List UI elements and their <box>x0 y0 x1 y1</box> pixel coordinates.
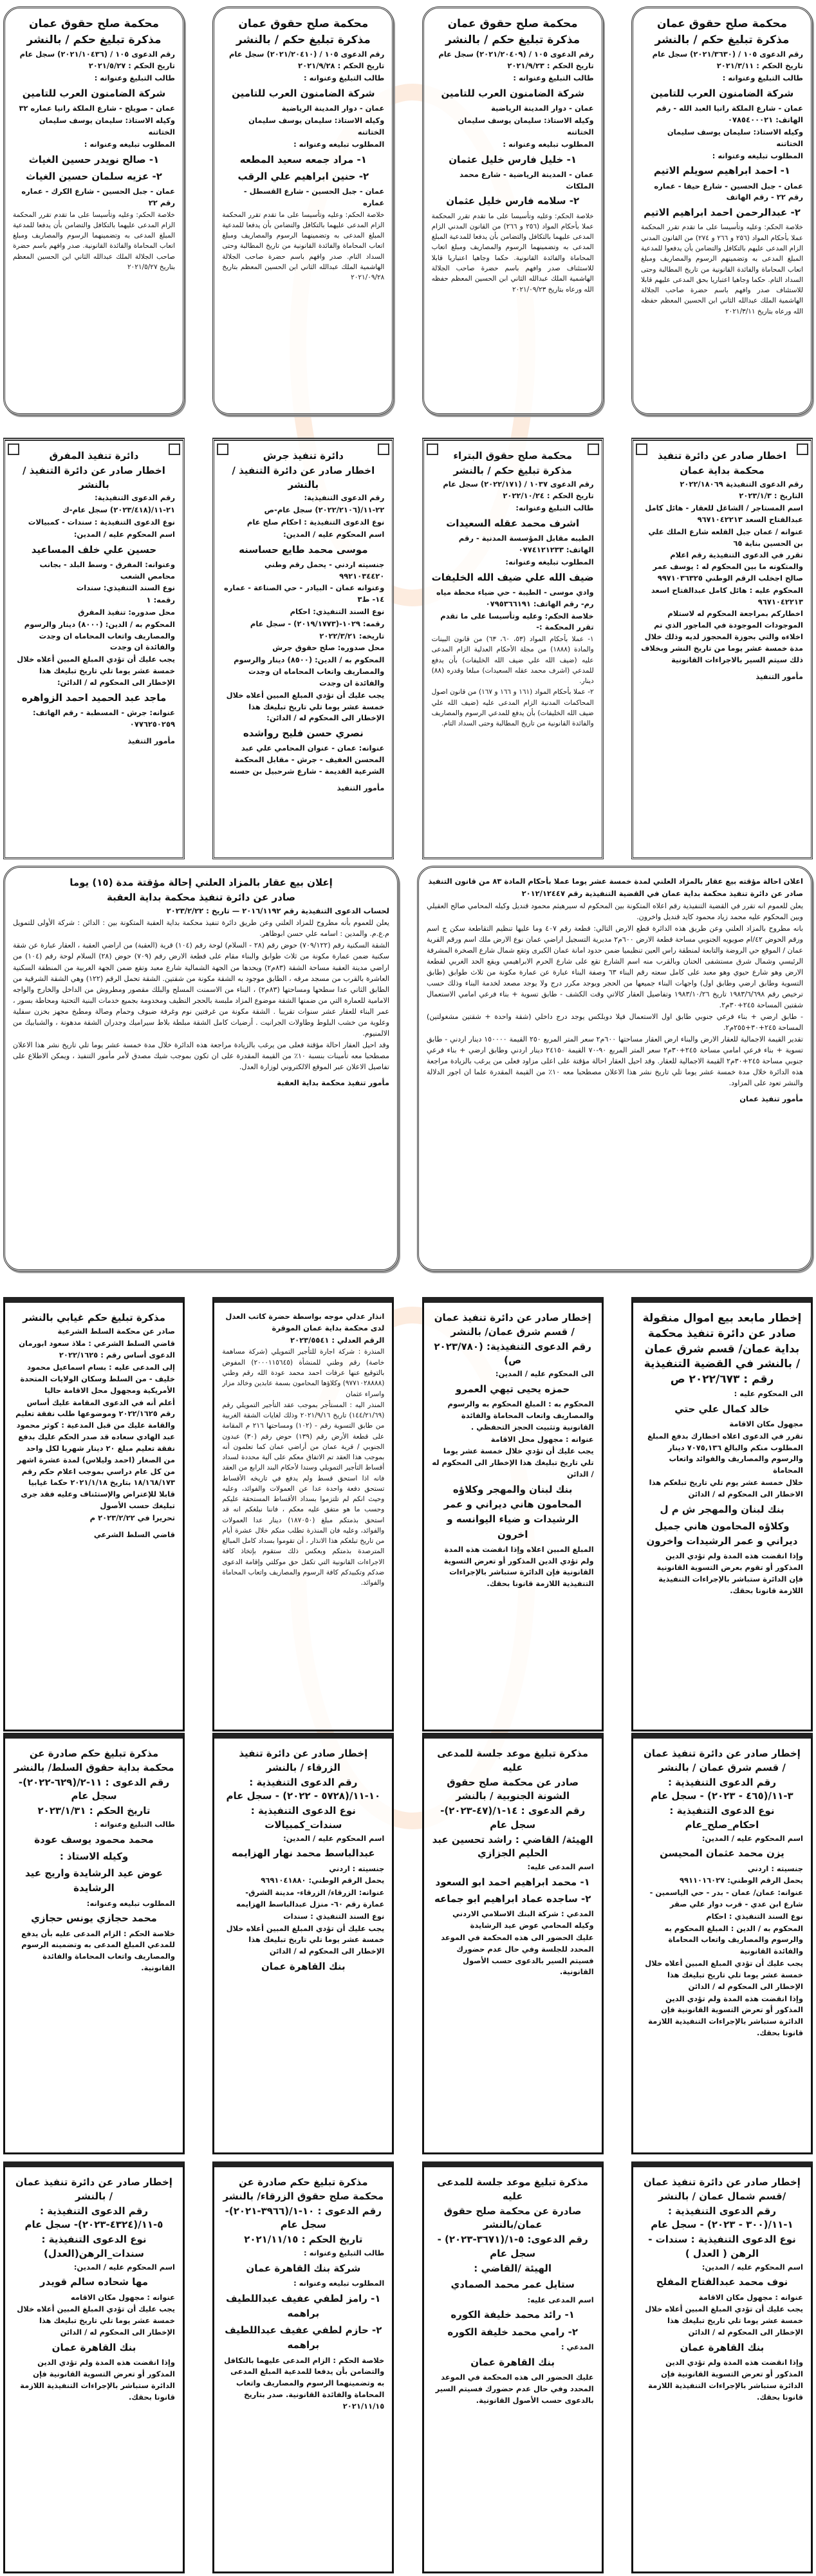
notice-signature: مأمور التنفيذ <box>127 736 175 745</box>
notice-text: تاريخ الحكم : ٢٠٢١/٩/٢٨ <box>298 61 385 71</box>
notice-text: عليك الحضور الى هذه المحكمة في الموعد المحدد وفي حال عدم حضورك فسيتم السير بالدعوى حسب الأصول القانونية. <box>435 2372 594 2405</box>
legal-notice <box>3 438 185 859</box>
notice-text: طالب التبليغ وعنوانه : <box>513 73 594 83</box>
notice-text: المطلوب تبليغه وعنوانه: <box>86 1898 175 1908</box>
party-name: شركة بنك القاهرة عمان <box>246 2262 361 2274</box>
notice-text: عنوانه : مجهول مكان الاقامة <box>698 2292 803 2302</box>
notice-text: المحكوم به / الدين: (٨٠٠٠) دينار والرسوم والمصاريف واتعاب المحاماه ان وجدت والفائدة ان وجدت <box>24 619 175 652</box>
party-name: بنك القاهرة عمان <box>51 2341 136 2353</box>
notice-heading: اخطار صادر عن دائرة التنفيذ / بالنشر <box>232 464 375 490</box>
party-name: ١- محمد ابراهيم احمد ابو السعود <box>435 1876 590 1888</box>
notice-text: تقرر في الدعوى اعلاه اخطارك بدفع المبلغ المطلوب منكم والبالغ ٧٠٧٥,١٣٦ دينار والرسوم والمصاريف والفوائد واتعاب المحاماة <box>647 1431 803 1475</box>
notice-heading: مذكرة تبليغ حكم صادرة عن محكمة بداية حقوق السلط/ بالنشر <box>14 1748 174 1773</box>
notice-heading: رقم الدعوى : ١٤-١/(٤٧-٢٠٢٣)- سجل عام <box>440 1805 586 1831</box>
notice-title: محكمة صلح حقوق عمان <box>447 17 578 30</box>
notice-text: يجب عليك أن تؤدي المبلغ المبين أعلاه خلال خمسة عشر يوما تلي تاريخ تبليغك هذا الإخطار الى المحكوم له / الدائن <box>645 1959 803 1991</box>
notice-text: تاريخه: ٢٠٢٢/٣/٢١ <box>319 631 385 640</box>
notice-text: رقم الدعوى ١٠٥ / (٢٠٢١/١٠٤٣٦) سجل عام <box>19 49 175 59</box>
notice-heading: دائرة تنفيذ المفرق <box>49 450 139 462</box>
notice-heading: إخطار صادر عن دائرة تنفيذ عمان /قسم شمال عمان / بالنشر <box>644 2176 801 2202</box>
notice-text: اسم المدعى عليه: <box>527 1862 594 1871</box>
notice-text: رقم الدعوى ١٠٥ / (٢٠٢١/٣٦٣٠) سجل عام <box>652 49 803 59</box>
notice-text: اعلان احالة مؤقته بيع عقار بالمزاد العلني لمدة خمسة عشر يوما عملا بأحكام المادة ٨٣ من قانون التنفيذ <box>428 877 803 886</box>
notice-text: وكيله الاستاذ: سليمان يوسف سليمان الختاتنه <box>667 127 803 148</box>
notice-text: رقم الدعوى التنفيذية ٢٠٢٢/١٨٠٦٩ <box>680 479 803 489</box>
notice-text: جنسيته : اردني <box>747 1863 803 1873</box>
notice-heading: مذكرة تبليغ حكم صادرة عن محكمة صلح حقوق الزرقاء/ بالنشر <box>223 2176 384 2202</box>
notice-heading: مذكرة تبليغ حكم غيابي بالنشر <box>23 1312 165 1323</box>
notice-heading: رقم الدعوى التنفيذية : ٣-١١/(٤٦٥ - ٢٠٢٣) - سجل عام <box>651 1776 793 1802</box>
notice-text: وكيله الاستاذ: سليمان يوسف سليمان الختاتنه <box>39 116 175 136</box>
notice-text: وعنوانه عمان - البيادر - حي الصناعة - عماره ١٤- ط٣ <box>224 583 385 604</box>
notice-text: المحكوم به / الدين : المبلغ المحكوم به والرسوم والمصاريف واتعاب المحاماة والفائدة القانونية <box>664 1923 803 1956</box>
legal-notice <box>631 6 813 415</box>
notice-text: نوع السند التنفيذي : احكام <box>706 1911 803 1921</box>
notice-text: ٢١-١١/(٢٠٢٣/٤١٨) سجل عام-ك <box>62 505 175 515</box>
legal-notice <box>631 1733 813 2154</box>
party-name: ١- رامز لطفي عفيف عبداللطيف براهمه <box>226 2292 381 2319</box>
notice-heading: نوع الدعوى التنفيذية : احكام_صلح_عام <box>669 1805 775 1831</box>
party-name: مها شحاده سالم قويدر <box>39 2276 149 2288</box>
notice-text: عنوانه : مجهول مكان الاقامه <box>70 2292 175 2302</box>
party-name: حمزه يحيى تيهي العمرو <box>456 1383 570 1395</box>
notice-text: رقم الدعوى ١٠٥ / (٢٠٢١/٢٠٤١٠) سجل عام <box>229 49 385 59</box>
notice-text: وكيله الاستاذ: سليمان يوسف سليمان الختاتنه <box>248 116 385 136</box>
notice-text: المحكوم به : المبلغ المحكوم به والرسوم والمصاريف واتعاب المحاماة والفائدة القانونية وتثبيت الحجز التحفظي . <box>447 1399 594 1432</box>
notice-heading: رقم الدعوى التنفيذية : ١٠-١١/(٥٧٢٨ - ٢٠٢٢) - سجل عام <box>226 1776 381 1802</box>
notice-text: المطلوب تبليغه وعنوانه : <box>503 139 594 149</box>
notice-text: نوع السند التنفيذي : سندات <box>283 1911 385 1921</box>
notice-text: اسم المحكوم عليه / المدين: <box>73 2262 175 2272</box>
notice-text: عمان - دوار المدينة الرياضية <box>281 104 385 113</box>
legal-notice <box>631 2161 813 2573</box>
notice-heading: دائرة تنفيذ جرش <box>263 450 344 462</box>
notice-text: تاريخ الحكم : ٢٠٢١/٣/١١ <box>716 61 803 71</box>
notice-text: اسم المحكوم عليه / المدين: <box>283 1833 385 1843</box>
notice-text: الدعوى أساس رقم : ٢٠٢٢/١٦٢٥ <box>59 1350 175 1360</box>
party-name: شركة الضامنون العرب للتامين <box>22 88 166 100</box>
notice-text: عنوانه: عمان - عنوان المحامي علي عبد المحسن العفيف - جرش - مقابل المحكمة الشرعية القديمة - شارع شرحبيل بن حسنه <box>229 743 385 776</box>
party-name: ٢- رامي محمد خليفة الكوره <box>447 2326 578 2338</box>
party-name: عبدالباسط محمد نهار الهزايمه <box>232 1847 375 1860</box>
notice-text: انذار عدلي موجه بواسطة حضرة كاتب العدل لدى محكمة بداية عمان الموقرة <box>225 1312 385 1332</box>
notice-text: جنسيته : اردني <box>329 1863 385 1873</box>
notice-text: المطلوب تبليغه وعنوانه : <box>84 139 175 149</box>
party-name: نوف محمد عبدالفتاح المفلح <box>656 2276 788 2288</box>
notice-heading: نوع الدعوى التنفيذية : سندات_كمبيالات <box>250 1805 356 1831</box>
notice-body: تقدير القيمة الاجمالية للعقار الارض والبناء ارض العقار مساحتها ٦٠٠م٢ سعر المتر المربع ٢٥٠ القيمة ١٥٠٠٠٠ دينار اردني - طابق تسوية + بناء فرعي امامي مساحة ٢٤٥+٣٠م٢ سعر المتر المربع ٩٠-٧٠ القيمة ٢٤١٥٠ دينار اردني وطابق ارضي + بناء فرعي جنوبي مساحة ٢٤٥+٣٠م٢ القيمة الاجمالية للعقار. وقد احيل العقار احالة مؤقتة على اعلى مزاود فعلى من يرغب بالزيادة مراجعة هذه الدائرة خلال مدة خمسة عشر يوما تلي تاريخ نشر هذا الاعلان مصطحبا معه ١٠٪ من القيمة المقدرة علما ان اجور الدلالة والنشر تعود على المزاود. <box>427 1035 804 1088</box>
notice-signature: قاضي السلط الشرعي <box>93 1529 175 1539</box>
notice-text: يجب عليك أن تؤدي المبلغ المبين أعلاه خلال خمسة عشر يوما تلي تاريخ تبليغك هذا الإخطار الى المحكوم له / الدائن <box>226 1923 385 1956</box>
notice-body: بانه مطروح بالمزاد العلني وعن طريق هذه الدائرة قطع الارض التالي: قطعة رقم ٤٠٧ وما عليها تنظيم التقاطعة سكن ج اسم ورقم الحوض ٤٢/ام صويويه الجنوبي مساحة قطعة الارض ٦٠٠م٢ مديرية التسجيل اراضي عمان نوع الارض ملك اسم ورقم القرية عمان / الموقع حي الروضة والتابعة لمنطقة راس العين تنظيميا ضمن حدود امانة عمان الكبرى وتقع شمال شارع الصخرة المشرفة الرئيسي وشمال شرق مستشفى الحنان وبالقرب منه اسم الشارع تقع على شارع الحرم الابراهيمي ويقع الحد الغربي لقطعة الارض وهو شارع حيوي وهو معبد على كامل سعته رقم البناء ٦٣ وصفة البناء عبارة عن عمارة مكونة من ثلاث طوابق (طابق التسوية وطابق ارضي وطابق اول) واجهات البناء جميعها من الحجر ويوجد مكرر درج ولا يوجد مصعد لخدمة البناء وذلك حسب ترخيص رقم ١٩٨٣/٦/٦٩٨ تاريخ ١٩٨٣/١٠/٢٦ وتفاصيل العقار كالاتي وقت الكشف - طابق تسوية + بناء فرعي امامي الاستعمال شقتين المساحة ٢٤٥+٣٠م٢. <box>427 924 804 1010</box>
legal-notice <box>422 1297 604 1731</box>
notice-text: عمان - جبل الحسين - شارع القسطل - عماره <box>243 187 385 207</box>
notice-title: مذكرة تبليغ حكم / بالنشر <box>26 33 162 46</box>
notice-body: ٢- عملا بأحكام المواد (١٦١ و ١٦٦ و ١٦٧) من قانون اصول المحاكمات المدنية الزام المدعى عليه (ضيف الله علي ضيف الله الخليفات) بأن يدفع للمدعي الرسوم والمصاريف والفائدة القانونية من تاريخ المطالبة وحتى السداد التام. <box>431 688 594 728</box>
notice-heading: مذكرة تبليغ موعد جلسة للمدعى عليه <box>437 2176 589 2202</box>
legal-notice <box>422 1733 604 2154</box>
notice-text: يحمل الرقم الوطني: ٩٦٩١٠٤١٨٨٠ <box>261 1876 385 1885</box>
notice-text: عنوانه: الزرقاء/ الزرقاء- مدينة الشرق- عمارة رقم ٦٠- منزل عبدالباسط الهزايمه <box>236 1888 385 1909</box>
notice-text: المطلوب تبليغه وعنوانه : <box>293 2278 385 2288</box>
notice-text: المحكوم به / الدين: (٨٥٠٠) دينار والرسوم والمصاريف واتعاب المحاماه ان وجدت والفائدة ان وجدت <box>234 655 385 687</box>
notice-text: عنوانه: جرش - المسطبة - رقم الهاتف: ٠٧٧٦٢٥٠٢٥٩ <box>33 707 175 729</box>
notice-heading: صادرة عن محكمة صلح حقوق عمان/بالنشر <box>443 2205 582 2231</box>
notice-text: تاريخ الحكم : ٢٠٢٢/١٠/٢٤ <box>503 491 594 501</box>
notice-heading: نوع الدعوى التنفيذية : سندات_الرهن(العدل) <box>41 2234 147 2259</box>
party-name: شركة الضامنون العرب للتامين <box>232 88 375 100</box>
notice-text: الرقم العدلي : ٢٠٢٣/٥٥٤١ <box>290 1335 385 1345</box>
party-name: نصري حسن فليح رواشده <box>243 727 364 740</box>
notice-heading: إخطار صادر عن دائرة تنفيذ عمان / قسم شرق عمان/ بالنشر <box>434 1312 591 1338</box>
notice-text: وإذا انقضت هذه المدة ولم تؤدي الدين المذكور أو تعرض التسوية القانونية فإن الدائرة ستباشر بالإجراءات التنفيذية اللازمة قانونا بحقك. <box>648 2358 803 2402</box>
notice-text: عمان - جبل الحسين - شارع حيفا - عماره رقم ٢٢ - رقم الهاتف <box>654 181 803 202</box>
notice-text: أعلم أنه في الدعوى المقامة عليك أساس رقم ٢٠٢٢/١٦٢٥ وموضوعها طلب نفقة تعليم والقامة عليك من قبل المدعية : كوثر محمود عبد الهادي سعاده قد صدر الحكم عليك بدفع نفقة تعليم مبلغ ٢٠ دينار شهريا لكل واحد من الصغار (احمد وليلاس) لمدة عشرة اشهر من كل عام دراسي بموجب اعلام حكم رقم ١٨/١٦٨/١٧٣ بتاريخ ٢٠٢١/١/١٨ حكما غيابيا قابلا للإعتراض والإستئناف وعليه فقد جرى تبليغك حسب الأصول <box>15 1397 175 1510</box>
notice-text: اسم المستاجر / الشاغل للعقار - هائل كامل عبدالفتاح السعد ٩٦٧١٠٤٢٢١٣ <box>645 503 803 524</box>
notice-text: رقم الدعوى ١٠٥ / (٢٠٢١/٢٠٤٠٩) سجل عام <box>438 49 594 59</box>
legal-notice <box>3 1733 185 2154</box>
party-name: محمد محمود يوسف عودة <box>34 1833 154 1845</box>
notice-heading: رقم الدعوى : ١١-٢/(٦٢٩-٢٠٢٢)- سجل عام <box>18 1776 170 1802</box>
notice-row <box>0 1733 816 2154</box>
notice-text: الى المحكوم عليه : <box>734 1388 803 1398</box>
party-name: بنك القاهرة عمان <box>261 1961 346 1973</box>
notice-row <box>0 6 816 415</box>
party-name: ١- مراد جمعه سعيد المطعه <box>239 153 367 165</box>
notice-text: طالب التبليغ وعنوانه : <box>304 2248 385 2257</box>
notice-text: نوع السند التنفيذي: احكام <box>290 607 385 616</box>
notice-text: المدعي : شركة البنك الاسلامي الاردني وكيله المحامي عوض عيد الرشايدة <box>452 1909 594 1930</box>
notice-text: وعنوانه: المفرق - وسط البلد - بجانب محامص الشعب <box>39 559 175 581</box>
notice-heading: صادر عن محكمة صلح حقوق الشونة الجنوبية / بالنشر <box>447 1776 579 1802</box>
notice-text: رقم الدعوى ١٠٣٧ / (٢٠٢٢/١٧١) سجل عام <box>443 479 594 489</box>
notice-heading: رقم الدعوى : ١٠-١/(٣٩٦٦-٢٠٢١)-سجل عام <box>225 2205 382 2231</box>
notice-text: تاريخ الحكم : ٢٠٢١/٩/٢٣ <box>507 61 594 71</box>
party-name: ٢- عبدالرحمن احمد ابراهيم الاتيم <box>644 207 801 219</box>
party-name: ١- خليل فارس خليل عثمان <box>449 153 577 165</box>
notice-text: وإذا انقضت هذه المدة ولم تؤدي الدين المذكور أو تعرض التسوية القانونية فإن الدائرة ستباشر بالإجراءات التنفيذية اللازمة قانونا بحقك. <box>648 1993 803 2037</box>
party-name: ١- احمد ابراهيم سويلم الاتيم <box>653 165 790 177</box>
legal-notice <box>422 6 604 415</box>
notice-body: يعلن للعموم انه تقرر في القضية التنفيذية رقم اعلاه المتكونة بين المحكوم له سيرهيثم محمود قنديل وكيله المحامي صالح العقيلي وبين المحكوم عليه محمد زياد محمود كايد قنديل واخرون. <box>427 901 803 921</box>
notice-heading: رقم الدعوى التنفيذية : ٥-١١/(٤٣٢٤-٢٠٢٣)- سجل عام <box>24 2205 163 2231</box>
notice-body: خلاصة الحكم: وعليه وتأسيسا على ما تقدم تقرر المحكمة عملا بأحكام المواد (٢٥٦ و ٢٦٦) من القانون المدني الزام المدعى عليهما بالتكافل والتضامن بأن يدفعا للمدعية المبلغ المدعى به وتضمينهما الرسوم والمصاريف ومبلغ اتعاب المحاماة والفائدة القانونية. حكما وجاهيا اعتباريا قابلا للاستئناف صدر وافهم باسم حضرة صاحب الجلالة الهاشمية الملك عبدالله الثاني ابن الحسين المعظم حفظه الله ورعاه بتاريخ ٢٠٢١/٠٩/٢٣ <box>431 212 594 294</box>
notice-text: عنوانه: عمان/ عمان - بدر - حي الياسمين - شارع ابن عدي - قرب دوار علي صقر <box>649 1888 803 1909</box>
legal-notice <box>631 1297 813 1731</box>
notice-text: الطيبه مقابل المؤسسة المدنية - رقم الهاتف: ٠٧٧٤١٢١٢٣٣ <box>458 534 594 554</box>
notice-heading: إخطار صادر عن دائرة تنفيذ عمان / بالنشر <box>15 2176 172 2202</box>
notice-text: طالب التبليغ وعنوانه : <box>94 1819 175 1829</box>
notice-text: خلال خمسة عشر يوم تلي تاريخ تبلغكم هذا الاخطار الى المحكوم له / الدائن <box>649 1478 803 1498</box>
party-name: بنك القاهرة عمان <box>680 2341 765 2353</box>
notice-text: المدعي : <box>561 2342 594 2351</box>
legal-notice <box>3 866 399 1271</box>
legal-notice <box>631 438 813 859</box>
party-name: وكلاؤه المحامون هاني جميل ديراني و عمر الرشيدات واخرون <box>646 1520 798 1547</box>
party-name: ماجد عبد الحميد احمد الزواهره <box>21 691 167 704</box>
notice-signature: مأمور التنفيذ <box>337 783 385 792</box>
notice-heading: إعلان بيع عقار بالمزاد العلني إحالة مؤقتة مدة (١٥) يوما <box>70 877 333 888</box>
notice-text: يجب عليك أن تؤدي المبلغ المبين أعلاه خلال خمسة عشر يوما تلي تاريخ تبليغك هذا الإخطار الى المحكوم له / الدائن <box>17 2304 175 2337</box>
legal-notice <box>417 866 813 1271</box>
notice-body: خلاصة الحكم: وعليه وتأسيسا على ما تقدم تقرر المحكمة عملا بأحكام المواد (٢٥٦ و ٢٦٦ و ٢٧٤) من القانون المدني الزام المدعى عليهم بالتكافل والتضامن بأن يدفعوا للمدعية المبلغ المدعى به وتضمينهم الرسوم والمصاريف ومبلغ اتعاب المحاماة والفائدة القانونية من تاريخ المطالبة وحتى السداد التام. حكما وجاهيا اعتباريا بحق المدعى عليهم قابلا للاستئناف صدر وافهم باسم حضرة صاحب الجلالة الهاشمية الملك عبدالله الثاني ابن الحسين المعظم حفظه الله ورعاه بتاريخ ٢٠٢١/٣/١١ <box>640 223 803 315</box>
notice-text: عمان - صويلح - شارع الملكة رانيا عماره ٣٢ <box>19 104 175 113</box>
notice-title: مذكرة تبليغ حكم / بالنشر <box>445 33 580 46</box>
notice-text: المطلوب تبليغه وعنوانه : <box>293 139 385 149</box>
notice-text: اسم المحكوم عليه / المدين: <box>701 2262 803 2272</box>
notice-text: المبلغ المبين اعلاه وإذا انقضت هذه المدة ولم تؤدي الدين المذكور أو تعرض التسوية القانونية فإن الدائرة ستباشر بالإجراءات التنفيذية اللازمة قانونا بحقك. <box>443 1544 594 1589</box>
notice-heading: إخطار صادر عن دائرة تنفيذ عمان / قسم شرق عمان / بالنشر <box>644 1748 801 1773</box>
notice-heading: تاريخ الحكم : ٢٠٢٣/١/٣١ <box>37 1805 151 1816</box>
notice-text: إلى المدعى عليه : بسام اسماعيل محمود خليف - من السلط وسكان الولايات المتحدة الأمريكية ومجهول محل الاقامة حاليا <box>20 1363 175 1395</box>
notice-text: تحريرا في ٢٠٢٣/٢/٢٢ م <box>89 1513 175 1522</box>
party-name: ١- صالح نويدر حسين الغياث <box>28 153 160 165</box>
notice-text: اسم المحكوم عليه / المدين: <box>73 529 175 539</box>
notice-row <box>0 1297 816 1731</box>
notice-heading: رقم الدعوى التنفيذية: (٢٠٢٣/٧٨٠ ص) <box>434 1340 591 1367</box>
party-name: بنك لبنان والمهجر ش م ل <box>660 1503 784 1515</box>
notice-title: مذكرة تبليغ حكم / بالنشر <box>236 33 371 46</box>
party-name: ٢- حنين ابراهيم علي الرقب <box>237 170 369 182</box>
party-name: اشرف محمد عقله السعيدات <box>446 517 580 529</box>
legal-notice <box>3 2161 185 2573</box>
notice-body: خلاصة الحكم: وعليه وتأسيسا على ما تقدم تقرر المحكمة الزام المدعى عليهما بالتكافل والتضامن بأن يدفعا للمدعية المبلغ المدعى به وتضمينهما الرسوم والمصاريف ومبلغ اتعاب المحاماة والفائدة القانونية من تاريخ المطالبة وحتى السداد التام. صدر وافهم باسم حضرة صاحب الجلالة الهاشمية الملك عبدالله الثاني ابن الحسين المعظم بتاريخ ٢٠٢١/٠٩/٢٨ <box>222 210 385 282</box>
notice-body: وقد احيل العقار احالة مؤقتة فعلى من يرغب بالزيادة مراجعة هذه الدائرة خلال مدة خمسة عشر يوما تلي تاريخ نشر هذا الاعلان مصطحبا معه تأمينات بنسبة ١٠٪ من القيمة المقدرة على ان تكون بموجب شيك مصدق لأمر مأمور التنفيذ ، ويمكن الاطلاع على تفاصيل الاعلان عبر الموقع الالكتروني لوزارة العدل. <box>13 1040 389 1071</box>
notice-text: قاضي السلط الشرعي : ملاذ سعود ابورمان <box>19 1338 175 1348</box>
notice-text: عمان - دوار المدينة الرياضية <box>491 104 594 113</box>
notice-body: المنذر اليه : المستأجر بموجب عقد التأجير التمويلي رقم (١٤٤/٢١/٦٩) تاريخ ٢٠٢١/٩/١٦ وذلك لغايات الشقة الغربية من طابق التسوية رقم - (١٠٢) ومساحتها ٢١٦ م المقامة على قطعة الأرض رقم (١٣٩) حوض رقم (٣٠) عبدون الجنوبي / قرية عمان من أراضي عمان كما تعلمون أنه بموجب هذا العقد تم الاتفاق معكم على آلية محددة لسداد أقساط التأجير التمويلي وسندا لأحكام البند الرابع من العقد فانه اذا استحق قسط ولم يدفع في تاريخه الأقساط تستحق دفعة واحدة عدا عن العمولات والفوائد، وعليه وحيث انكم لم تلتزموا بسداد الأقساط المستحقة عليكم وحسب ما هو متفق عليه معكم ، فاننا نبلغكم انه قد استحق بذمتكم مبلغ (١٨٧٠٥٠) دينار عدا العمولات والفوائد، وعليه فان المنذرة تطلب منكم خلال عشرة أيام من تاريخ تبلغكم هذا الانذار ، أن تقوموا بسداد كامل المبالغ المترصدة بذمتكم وبعكس ذلك ستقوم بإتخاذ كافة الاجراءات القانونية التي تكفل حق موكلتي وإقامة الدعوى ضدكم وتكبيدكم كافة الرسوم والمصاريف واتعاب المحاماة والفوائد. <box>222 1401 385 1587</box>
notice-text: المطلوب تبليغه وعنوانه : <box>712 151 803 160</box>
notice-text: ٢٢-١١/(٢٠٢٢/٢١٠٦) سجل عام-ص <box>264 505 385 515</box>
notice-heading: نوع الدعوى التنفيذية : سندات - الرهن ( العدل ) <box>648 2234 796 2259</box>
legal-notice <box>212 438 394 859</box>
notice-text: نوع الدعوى التنفيذية : سندات - كمبيالات <box>28 517 175 527</box>
notice-text: لحساب الدعوى التنفيذية رقم ٢٠١٦/١١٩٢ — تاريخ : ٢٠٢٣/٢/٢٢ <box>166 906 389 915</box>
party-name: ٢- سلامه فارس خليل عثمان <box>446 195 580 207</box>
notice-body: يعلن للعموم بأنه مطروح للمزاد العلني وعن طريق دائرة تنفيذ محكمة بداية العقبة المتكونة بين : الدائن : شركة الأولى للتمويل م.ع.م. والمدين : اسامه علي حسن ابوظاهر. <box>13 919 389 938</box>
notice-body: ١- عملا بأحكام المواد (٥٣، ٦٠، ٦٣) من قانون البينات والمادة (١٨٨٨) من مجلة الأحكام العدلية الزام المدعى عليه (ضيف الله علي ضيف الله الخليفات) بأن يدفع للمدعي (اشرف محمد عقله السعيدات) مبلغا وقدره (٨٨) دينار. <box>431 635 594 686</box>
notice-heading: محكمة بداية عمان <box>680 464 765 476</box>
notice-signature: مأمور تنفيذ محكمة بداية العقبة <box>277 1078 389 1087</box>
party-name: بنك القاهرة عمان <box>470 2356 555 2368</box>
notice-heading: رقم الدعوى: ٥-١/(٣٦٧١-٢٠٢٣) - سجل عام <box>437 2234 588 2259</box>
notice-text: اسم المدعى عليه: <box>527 2295 594 2304</box>
notice-text: طالب التبليغ وعنوانه: <box>515 503 594 513</box>
party-name: عوض عيد الرشايدة واريج عيد الرشايدة <box>25 1867 163 1894</box>
notice-text: طالب التبليغ وعنوانه : <box>722 73 803 83</box>
notice-heading: صادر عن دائرة تنفيذ محكمة بداية العقبة <box>107 891 295 903</box>
party-name: ستايل عمر محمد الصمادي <box>450 2279 575 2291</box>
party-name: ٢- عزيه سلمان حسين الغياث <box>26 170 162 182</box>
notice-text: عنوانه : مجهول محل الاقامة <box>490 1434 594 1444</box>
notice-text: محل صدوره: تنفيذ المفرق <box>78 608 175 617</box>
notice-text: صادر عن محكمة السلط الشرعية <box>57 1326 175 1336</box>
notice-row <box>0 2161 816 2573</box>
notice-text: وادي موسى - الطيبة - حي ضياء محطة مياه رم- رقم الهاتف: ٠٧٩٥٣٦٦١٩١ <box>436 587 594 608</box>
party-name: يزن محمد عثمان المحيسن <box>660 1847 784 1860</box>
party-name: ١- رائد محمد خليفة الكوره <box>450 2309 575 2321</box>
notice-heading: محكمة صلح حقوق البتراء <box>453 450 572 462</box>
party-name: محمد حجازي يونس حجازي <box>31 1912 157 1925</box>
notice-heading: تاريخ الحكم : ٢٠٢١/١١/١٥ <box>244 2234 363 2245</box>
party-name: بنك لبنان والمهجر وكلاؤه المحامون هاني ديراني و عمر الرشيدات و ضياء اليوانسه و اخرون <box>443 1483 582 1540</box>
notice-text: عمان - جبل الحسين - شارع الكرك - عماره رقم ٢٢ <box>21 187 175 207</box>
notice-text: تقرر في الدعوى التنفيذية رقم اعلام والمتكونه ما بين المحكوم له : يوسف عمر صالح اجخلب الرقم الوطني ٩٩٧١٠٣٦٣٢٥ <box>653 550 803 583</box>
notice-text: اسم المحكوم عليه / المدين: <box>701 1833 803 1843</box>
notice-heading: اخطار صادر عن دائرة تنفيذ <box>658 450 786 462</box>
party-name: ٢- ساجده عماد ابراهيم ابو جماعه <box>434 1893 591 1905</box>
notice-heading: مذكرة تبليغ موعد جلسة للمدعى عليه <box>437 1748 589 1773</box>
notice-text: الى المحكوم عليه / المدين: <box>495 1369 594 1378</box>
notice-text: تاريخ الحكم : ٢٠٢١/٥/٢٧ <box>88 61 175 71</box>
notice-text: وكيله الاستاذ: سليمان يوسف سليمان الختاتنه <box>458 116 594 136</box>
notice-text: مجهول مكان الاقامة <box>729 1419 803 1429</box>
notice-signature: مأمور التنفيذ <box>756 671 803 681</box>
notice-title: مذكرة تبليغ حكم / بالنشر <box>654 33 790 46</box>
legal-notice <box>422 438 604 859</box>
party-name: شركة الضامنون العرب للتامين <box>650 88 794 100</box>
party-name: شركة الضامنون العرب للتامين <box>441 88 584 100</box>
legal-notice <box>3 6 185 415</box>
party-name: خالد كمال علي حتي <box>674 1403 770 1415</box>
notice-text: اسم المحكوم عليه / المدين: <box>283 529 385 539</box>
notice-text: عنوانه / عمان جبل القلعه شارع الملك علي بن الحسين بناية ٦٥ <box>648 527 803 548</box>
notice-text: رقم الدعوى التنفيذية: <box>95 493 175 503</box>
notice-text: نوع الدعوى التنفيذية : احكام صلح عام <box>246 517 385 527</box>
notice-text: المحكوم عليه : هائل كامل عبدالفتاح اسعد ٩٦٧١٠٤٢٢١٣ <box>651 585 803 606</box>
notice-title: إخطار مابعد بيع اموال منقولة صادر عن دائرة تنفيذ محكمة بداية عمان/ قسم شرق عمان / بالنشر في القضية التنفيذية رقم : ٢٠٢٢/٦٧٣ ص <box>642 1312 802 1386</box>
legal-notice <box>212 1297 394 1731</box>
party-name: ٢- حازم لطفي عفيف عبداللطيف براهمه <box>225 2324 382 2351</box>
notice-text: طالب التبليغ وعنوانه : <box>304 73 385 83</box>
notice-heading: رقم الدعوى التنفيذية : ١-١١/(٣٠٠ - ٢٠٢٣) - سجل عام <box>651 2205 793 2231</box>
legal-notice <box>212 6 394 415</box>
notice-text: يجب عليك أن تؤدي خلال خمسة عشر يوما تلي تاريخ تبليغك هذا الإخطار الى المحكوم له / الدائن <box>432 1446 594 1479</box>
notice-heading: إخطار صادر عن دائرة تنفيذ الزرقاء / بالنشر <box>239 1748 368 1773</box>
notice-text: وإذا انقضت هذه المدة ولم تؤدي الدين المذكور أو تقوم بعرض التسوية القانونية فإن الدائرة ستباشر بالإجراءات التنفيذية اللازمة قانونا بحقك. <box>656 1551 803 1595</box>
notice-heading: مذكرة تبليغ حكم / بالنشر <box>453 464 572 476</box>
notice-heading: اخطار صادر عن دائرة التنفيذ / بالنشر <box>23 464 165 490</box>
notice-text: نوع السند التنفيذي: سندات <box>76 583 175 593</box>
notice-text: يجب عليك أن تؤدي المبلغ المبين أعلاه خلال خمسة عشر يوما تلي تاريخ تبليغك هذا الإخطار الى المحكوم له / الدائن: <box>17 655 175 687</box>
notice-body: الشقة السكنية رقم (٧٠٩/١٢٢) حوض رقم (٢٨ - السلام) لوحة رقم (١٠٤) قرية (العقبة) من اراضي العقبة ، العقار عبارة عن شقة سكنية ضمن عمارة مكونة من ثلاث طوابق والبناء مقام على قطعة الارض رقم (٧٠٩) حوض (٢٨) السلام لوحة رقم (١٠٤) من اراضي مدينة العقبة مساحة الشقة (٨٣م٢) ويحدها من الجهة الشمالية شارع معبد وتقع ضمن الجهة الغربية من المنطقة السكنية العاشرة بالقرب من مسجد مرقه ، الطابق موجود به الشقة مكونة من شقتين. الشقة تحمل الرقم (١٢٢) وهي الشقة الشرقية من الطابق الثاني عدا سطحها ومساحتها (٨٣م٢) ، البناء من الاسمنت المسلح والبلك مقصور ومطروش من الداخل والخارج والواجه الامامية للعمارة التي من ضمنها الشقة موضوع المزاد ملبسة بالحجر النظيف ومخدومة بجميع خدمات البنية التحتية ومحاطة بسور ، عمر البناء للعقار عشر سنوات تقريبا . الشقة مكونة من غرفتين نوم وغرفة ضيوف وحمام وصالة ومطبخ مجهز بخزن سفلية وعلوية من خشب البلوط وطاولات الجرانيت . أرضيات كامل الشقة مبلطة بلاط سيراميك وجدران الشقة مدهونة ، والشبابيك من الالمنيوم. <box>13 941 389 1038</box>
notice-body: - طابق ارضي + بناء فرعي جنوبي طابق اول الاستعمال فيلا دوبلكس يوجد درج داخلي (شقة واحدة + شقتين مشغولتين) المساحة ٢٤٥+٣٠+٢٥٥م٢. <box>427 1013 803 1032</box>
notice-text: طالب التبليغ وعنوانه : <box>94 73 175 83</box>
notice-body: خلاصة الحكم: وعليه وتأسيسا على ما تقدم تقرر المحكمة الزام المدعى عليهما بالتكافل والتضامن بأن يدفعا للمدعية المبلغ المدعى به وتضمينهما الرسوم والمصاريف ومبلغ اتعاب المحاماة والفائدة القانونية. صدر وافهم باسم حضرة صاحب الجلالة الملك عبدالله الثاني ابن الحسين المعظم بتاريخ ٢٠٢١/٥/٢٧ <box>13 210 175 271</box>
notice-text: يجب عليك أن تؤدي المبلغ المبين أعلاه خلال خمسة عشر يوما تلي تاريخ تبليغك هذا الإخطار الى المحكوم له / الدائن <box>645 2304 803 2337</box>
notice-text: محل صدوره: صلح حقوق جرش <box>272 643 385 653</box>
legal-notice <box>3 1297 185 1731</box>
notice-text: عليك الحضور الى هذه المحكمة في الموعد المحدد للجلسة وفي حال عدم حضورك فسيتم السير بالدعوى حسب الأصول القانونية. <box>441 1932 594 1977</box>
notice-text: يجب عليك أن تؤدي المبلغ المبين أعلاه خلال خمسة عشر يوما تلي تاريخ تبليغك هذا الإخطار الى المحكوم له / الدائن: <box>226 690 385 723</box>
notice-text: عمان - شارع الملكة رانيا العبد الله - رقم الهاتف: ٠٧٨٥٤٠٠٠٢١ <box>656 104 803 125</box>
notice-text: رقم الدعوى التنفيذية: <box>304 493 385 503</box>
notice-text: عمان - المدينة الرياضية - شارع محمد الملكاث <box>459 169 594 191</box>
notice-text: خلاصة الحكم: وعليه وتأسيسا على ما تقدم تقرر المحكمة :- <box>440 611 594 632</box>
notice-signature: مأمور تنفيذ عمان <box>739 1094 803 1104</box>
legal-notice <box>212 1733 394 2154</box>
notice-title: محكمة صلح حقوق عمان <box>29 17 159 30</box>
party-name: حسين علي خلف المساعيد <box>31 543 157 555</box>
notice-text: صادر عن دائرة تنفيذ محكمة بداية عمان في القضية التنفيذية رقم ٢٠١٢/١٢٤٤٧ <box>521 888 803 898</box>
notice-text: التاريخ : ٢٠٢٣/١/٣ <box>739 491 803 501</box>
notice-heading: الهيئة/ القاضي : راشد تحسين عبد الحليم الجزازي <box>432 1833 593 1860</box>
notice-text: جنسيته اردني - يحمل رقم وطني ٩٩٢١٠٣٤٤٢٠ <box>264 559 385 581</box>
notice-text: رقمه: ١٠٢٩-(٢٠١٩/١٧٧٣) - سجل عام <box>250 619 385 628</box>
notice-title: محكمة صلح حقوق عمان <box>238 17 369 30</box>
notice-heading: الهيئة /القاضي : <box>474 2262 552 2274</box>
notice-text: خلاصة الحكم : الزام المدعى عليهما بالتكافل والتضامن بأن يدفعا للمدعية المبلغ المدعى به وتضمينهما الرسوم والمصاريف واتعاب المحاماة والفائدة القانونية. صدر بتاريخ ٢٠٢١/١١/١٥ <box>224 2355 385 2411</box>
notice-text: المطلوب تبليغه وعنوانه: <box>505 557 594 566</box>
party-name: ضيف الله علي ضيف الله الخليفات <box>431 571 594 583</box>
notice-text: يحمل الرقم الوطني: ٩٩١١٠١٦٠٢٧ <box>679 1876 803 1885</box>
notice-text: خلاصة الحكم : الزام المدعى عليه بأن يدفع للمدعي المبلغ المدعى به وتضمينه الرسوم والمصاريف واتعاب المحاماة والفائدة القانونية. <box>21 1928 175 1973</box>
notice-text: رقمه: ١ <box>146 595 175 605</box>
legal-notice <box>422 2161 604 2573</box>
party-name: وكيله الاستاذ : <box>59 1850 129 1862</box>
notice-text: اخطاركم بمراجعة المحكوم له لاستلام الموجودات الموجودة في الماجور الذي تم اخلاءه والتي بحوزة المحجوز لديه وذلك خلال مدة خمسة عشر يوما من تاريخ النشر وبخلاف ذلك سيتم السير بالاجراءات القانونية <box>641 609 803 664</box>
notice-body: المنذرة : شركة اجارة للتأجير التمويلي (شركة مساهمة خاصة) رقم وطني للمنشأة (٢٠٠٠١١٥٦٤٥) المفوض بالتوقيع عنها عرفات احمد محمد عودة الله رقم وطني (٩٧٧١٠٢٨٨٨٨) وكلاؤها المحامون بسمة عابدين وخالد مزار واسراء عثمان <box>222 1348 385 1398</box>
notice-text: وإذا انقضت هذه المدة ولم تؤدي الدين المذكور أو تعرض التسوية القانونية فإن الدائرة ستباشر بالإجراءات التنفيذية اللازمة قانونا بحقك. <box>20 2358 175 2402</box>
legal-notice <box>212 2161 394 2573</box>
party-name: موسى محمد طايع حساسنه <box>239 543 368 555</box>
notice-row <box>0 438 816 859</box>
notice-title: محكمة صلح حقوق عمان <box>656 17 787 30</box>
notice-row <box>0 866 816 1271</box>
